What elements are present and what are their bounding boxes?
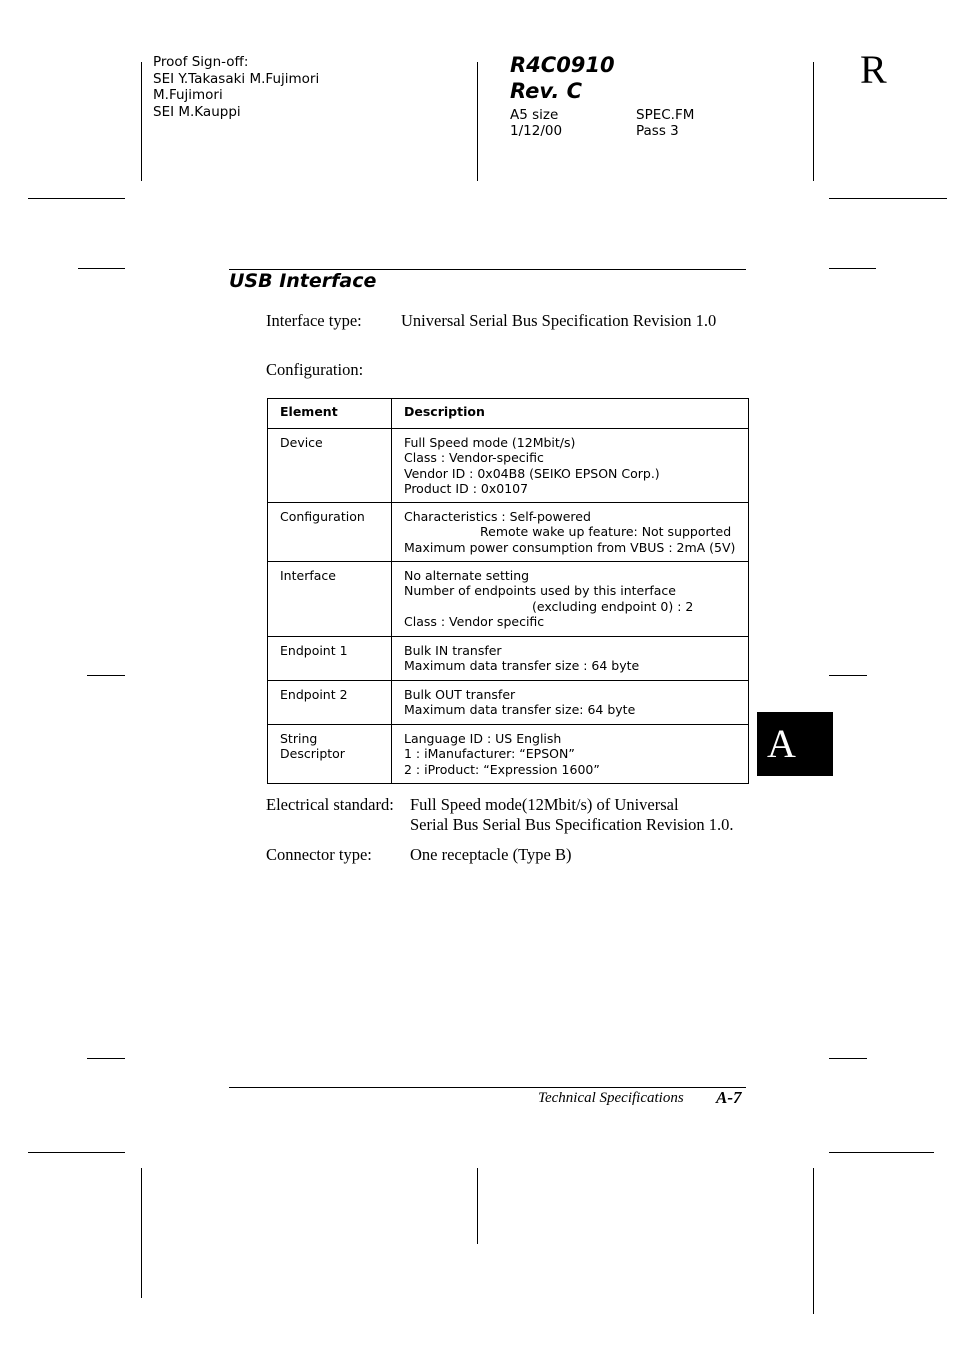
crop-mark — [829, 268, 876, 269]
date: 1/12/00 — [510, 123, 563, 139]
electrical-standard-line: Serial Bus Serial Bus Specification Revision 1.0. — [410, 815, 734, 834]
footer-chapter: Technical Specifications — [538, 1090, 684, 1106]
description-cell — [392, 637, 749, 681]
element-text: Descriptor — [280, 746, 345, 762]
table-row — [268, 503, 749, 562]
crop-mark — [87, 675, 125, 676]
description-line: Maximum power consumption from VBUS : 2mA (5V) — [404, 539, 736, 555]
document-id — [510, 52, 615, 104]
page-number: A-7 — [716, 1088, 742, 1107]
element-text: Endpoint 2 — [280, 687, 348, 703]
crop-mark — [141, 62, 142, 181]
pass: Pass 3 — [636, 123, 679, 139]
crop-mark — [477, 62, 478, 181]
interface-type-label: Interface type: — [266, 311, 362, 330]
chapter-tab: A — [757, 712, 833, 776]
description-line: Full Speed mode (12Mbit/s) — [404, 435, 576, 451]
description-line: Class : Vendor-specific — [404, 450, 544, 466]
description-line: Maximum data transfer size: 64 byte — [404, 702, 636, 718]
element-cell — [268, 503, 392, 562]
revision: Rev. C — [510, 79, 583, 103]
description-line: Language ID : US English — [404, 731, 562, 747]
description-cell — [392, 562, 749, 637]
description-line: Vendor ID : 0x04B8 (SEIKO EPSON Corp.) — [404, 465, 660, 481]
element-text: String — [280, 731, 318, 747]
column-header-element: Element — [268, 399, 392, 429]
page-size: A5 size — [510, 107, 559, 123]
crop-mark — [477, 1168, 478, 1244]
crop-mark — [829, 1058, 867, 1059]
crop-mark — [829, 675, 867, 676]
table-row — [268, 637, 749, 681]
element-cell — [268, 429, 392, 503]
proof-line: SEI M.Kauppi — [153, 103, 241, 120]
description-line: Bulk IN transfer — [404, 643, 502, 659]
table-row — [268, 429, 749, 503]
footer-rule — [229, 1087, 746, 1088]
description-line: Class : Vendor specific — [404, 613, 545, 629]
table-row — [268, 562, 749, 637]
proof-signoff — [153, 54, 319, 120]
file-name: SPEC.FM — [636, 107, 695, 123]
crop-mark — [28, 198, 125, 199]
element-cell — [268, 681, 392, 725]
description-line: Remote wake up feature: Not supported — [480, 524, 732, 540]
description-line: Number of endpoints used by this interface — [404, 583, 676, 599]
connector-type-label: Connector type: — [266, 845, 372, 864]
table-row — [268, 725, 749, 784]
column-header-description: Description — [392, 399, 749, 429]
element-cell — [268, 562, 392, 637]
description-line: (excluding endpoint 0) : 2 — [532, 598, 694, 614]
table-header-row — [268, 399, 749, 429]
element-cell — [268, 725, 392, 784]
electrical-standard-line: Full Speed mode(12Mbit/s) of Universal — [410, 795, 679, 814]
crop-mark — [87, 1058, 125, 1059]
crop-mark — [28, 1152, 125, 1153]
element-text: Interface — [280, 568, 336, 584]
description-cell — [392, 429, 749, 503]
element-text: Endpoint 1 — [280, 643, 348, 659]
description-line: Characteristics : Self-powered — [404, 509, 591, 525]
description-line: Product ID : 0x0107 — [404, 480, 529, 496]
proof-line: M.Fujimori — [153, 87, 223, 103]
doc-code: R4C0910 — [510, 53, 615, 77]
crop-mark — [141, 1168, 142, 1298]
description-line: Bulk OUT transfer — [404, 687, 516, 703]
crop-mark — [829, 1152, 934, 1153]
element-text: Device — [280, 435, 323, 451]
description-cell — [392, 725, 749, 784]
crop-mark — [813, 62, 814, 181]
element-cell — [268, 637, 392, 681]
proof-line: Proof Sign-off: — [153, 54, 249, 70]
description-line: Maximum data transfer size : 64 byte — [404, 658, 640, 674]
configuration-label: Configuration: — [266, 360, 364, 379]
description-line: 1 : iManufacturer: “EPSON” — [404, 746, 575, 762]
description-cell — [392, 503, 749, 562]
crop-mark — [78, 268, 125, 269]
description-line: 2 : iProduct: “Expression 1600” — [404, 761, 600, 777]
interface-type-value: Universal Serial Bus Specification Revision 1.0 — [401, 311, 717, 330]
connector-type-value: One receptacle (Type B) — [410, 845, 572, 864]
electrical-standard-label: Electrical standard: — [266, 795, 394, 814]
section-title: USB Interface — [229, 270, 377, 292]
table-row — [268, 681, 749, 725]
usb-spec-table — [267, 398, 749, 784]
crop-mark — [829, 198, 947, 199]
description-line: No alternate setting — [404, 568, 530, 584]
corner-letter: R — [860, 47, 887, 92]
element-text: Configuration — [280, 509, 365, 525]
proof-line: SEI Y.Takasaki M.Fujimori — [153, 70, 320, 87]
description-cell — [392, 681, 749, 725]
crop-mark — [813, 1168, 814, 1314]
